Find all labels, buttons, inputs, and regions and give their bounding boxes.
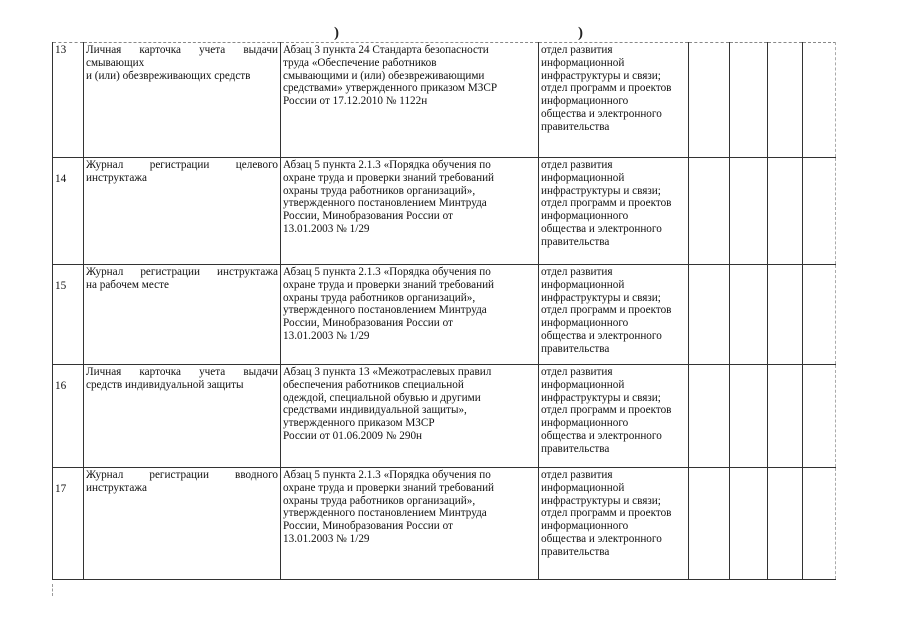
row-number: 15: [55, 280, 67, 292]
legal-basis-line: охраны труда работников организаций»,: [283, 291, 476, 304]
document-name-cell: [84, 265, 281, 365]
responsible-department-line: отдел развития: [541, 266, 613, 278]
responsible-department-cell: [539, 158, 689, 265]
empty-cell-1: [689, 43, 730, 158]
legal-basis-line: России, Минобразования России от: [283, 210, 453, 223]
document-name-cell: [84, 158, 281, 265]
table-row: [53, 43, 836, 158]
legal-basis-line: России от 01.06.2009 № 290н: [283, 429, 423, 442]
responsible-department-line: отдел программ и проектов: [541, 507, 672, 520]
table-row: [53, 265, 836, 365]
responsible-department-line: инфраструктуры и связи;: [541, 391, 661, 404]
empty-cell-3: [768, 265, 803, 365]
table-row: [53, 158, 836, 265]
empty-cell-4: [803, 43, 836, 158]
responsible-department-line: общества и электронного: [541, 329, 662, 342]
legal-basis-cell: [281, 265, 539, 365]
responsible-department-cell: [539, 43, 689, 158]
empty-cell-2: [730, 158, 768, 265]
responsible-department-line: отдел программ и проектов: [541, 404, 672, 417]
responsible-department-line: инфраструктуры и связи;: [541, 291, 661, 304]
responsible-department-line: информационной: [541, 56, 625, 69]
responsible-department-line: отдел программ и проектов: [541, 197, 672, 210]
responsible-department-line: информационной: [541, 481, 625, 494]
responsible-department-line: отдел развития: [541, 366, 613, 378]
empty-cell-2: [730, 365, 768, 468]
responsible-department-line: информационного: [541, 417, 629, 430]
responsible-department-line: правительства: [541, 442, 610, 455]
table-row: [53, 468, 836, 580]
row-number-cell: [53, 265, 84, 365]
row-number: 14: [55, 173, 67, 185]
document-name-line: средств индивидуальной защиты: [86, 378, 244, 391]
legal-basis-line: Абзац 3 пункта 24 Стандарта безопасности: [283, 44, 489, 56]
responsible-department-line: информационного: [541, 210, 629, 223]
legal-basis-line: России, Минобразования России от: [283, 520, 453, 533]
document-name-line: Журнал регистрации вводного: [86, 469, 278, 481]
row-number-cell: [53, 158, 84, 265]
legal-basis-cell: [281, 158, 539, 265]
legal-basis-line: утвержденного постановлением Минтруда: [283, 507, 487, 520]
responsible-department-line: отдел программ и проектов: [541, 82, 672, 95]
row-number-cell: [53, 365, 84, 468]
responsible-department-line: правительства: [541, 545, 610, 558]
legal-basis-line: утвержденного приказом МЗСР: [283, 417, 435, 430]
legal-basis-line: Абзац 3 пункта 13 «Межотраслевых правил: [283, 366, 492, 378]
row-number: 13: [55, 44, 67, 56]
legal-basis-cell: [281, 43, 539, 158]
row-number: 17: [55, 483, 67, 495]
legal-basis-line: одеждой, специальной обувью и другими: [283, 391, 481, 404]
legal-basis-line: средствами индивидуальной защиты»,: [283, 404, 467, 417]
responsible-department-line: инфраструктуры и связи;: [541, 494, 661, 507]
legal-basis-line: Абзац 5 пункта 2.1.3 «Порядка обучения по: [283, 266, 491, 278]
legal-basis-line: труда «Обеспечение работников: [283, 56, 437, 69]
responsible-department-line: общества и электронного: [541, 532, 662, 545]
legal-basis-line: Абзац 5 пункта 2.1.3 «Порядка обучения по: [283, 159, 491, 171]
document-name-line: Журнал регистрации инструктажа: [86, 266, 278, 278]
empty-cell-2: [730, 265, 768, 365]
empty-cell-1: [689, 468, 730, 580]
document-name-line: инструктажа: [86, 481, 147, 494]
legal-basis-line: охране труда и проверки знаний требований: [283, 171, 495, 184]
document-name-cell: [84, 365, 281, 468]
responsible-department-line: информационного: [541, 317, 629, 330]
responsible-department-line: общества и электронного: [541, 429, 662, 442]
legal-basis-line: России от 17.12.2010 № 1122н: [283, 95, 428, 108]
responsible-department-line: правительства: [541, 120, 610, 133]
document-name-line: Личная карточка учета выдачи: [86, 366, 278, 378]
responsible-department-line: правительства: [541, 342, 610, 355]
responsible-department-line: общества и электронного: [541, 222, 662, 235]
empty-cell-3: [768, 158, 803, 265]
document-name-line: Личная карточка учета выдачи: [86, 44, 278, 56]
empty-cell-4: [803, 265, 836, 365]
legal-basis-cell: [281, 365, 539, 468]
table-row: [53, 365, 836, 468]
row-number: 16: [55, 380, 67, 392]
empty-cell-1: [689, 365, 730, 468]
document-name-line: инструктажа: [86, 171, 147, 184]
responsible-department-line: отдел развития: [541, 44, 613, 56]
legal-basis-line: Абзац 5 пункта 2.1.3 «Порядка обучения по: [283, 469, 491, 481]
legal-basis-line: охране труда и проверки знаний требований: [283, 278, 495, 291]
empty-cell-4: [803, 468, 836, 580]
document-name-line: и (или) обезвреживающих средств: [86, 69, 251, 82]
legal-basis-line: 13.01.2003 № 1/29: [283, 222, 370, 235]
responsible-department-cell: [539, 468, 689, 580]
responsible-department-line: общества и электронного: [541, 107, 662, 120]
document-name-cell: [84, 43, 281, 158]
legal-basis-line: России, Минобразования России от: [283, 317, 453, 330]
document-name-line: на рабочем месте: [86, 278, 169, 291]
empty-cell-3: [768, 43, 803, 158]
empty-cell-2: [730, 468, 768, 580]
legal-basis-line: охране труда и проверки знаний требований: [283, 481, 495, 494]
responsible-department-line: информационного: [541, 95, 629, 108]
records-table: [52, 42, 836, 580]
empty-cell-2: [730, 43, 768, 158]
legal-basis-line: 13.01.2003 № 1/29: [283, 329, 370, 342]
responsible-department-cell: [539, 365, 689, 468]
empty-cell-3: [768, 365, 803, 468]
responsible-department-line: отдел развития: [541, 159, 613, 171]
empty-cell-4: [803, 365, 836, 468]
responsible-department-line: отдел программ и проектов: [541, 304, 672, 317]
legal-basis-line: смывающими и (или) обезвреживающими: [283, 69, 485, 82]
legal-basis-line: 13.01.2003 № 1/29: [283, 532, 370, 545]
responsible-department-line: информационной: [541, 378, 625, 391]
document-name-line: смывающих: [86, 56, 145, 69]
legal-basis-line: утвержденного постановлением Минтруда: [283, 304, 487, 317]
responsible-department-line: отдел развития: [541, 469, 613, 481]
empty-cell-1: [689, 265, 730, 365]
row-number-cell: [53, 43, 84, 158]
empty-cell-3: [768, 468, 803, 580]
empty-cell-4: [803, 158, 836, 265]
responsible-department-line: информационной: [541, 171, 625, 184]
legal-basis-line: охраны труда работников организаций»,: [283, 494, 476, 507]
legal-basis-line: охраны труда работников организаций»,: [283, 184, 476, 197]
legal-basis-line: средствами» утвержденного приказом МЗСР: [283, 82, 498, 95]
responsible-department-line: инфраструктуры и связи;: [541, 184, 661, 197]
responsible-department-line: информационного: [541, 520, 629, 533]
scan-mark-right: ): [578, 25, 583, 41]
document-name-line: Журнал регистрации целевого: [86, 159, 278, 171]
responsible-department-line: информационной: [541, 278, 625, 291]
legal-basis-line: обеспечения работников специальной: [283, 378, 464, 391]
document-name-cell: [84, 468, 281, 580]
legal-basis-cell: [281, 468, 539, 580]
responsible-department-cell: [539, 265, 689, 365]
table-edge-mark: [52, 584, 53, 596]
responsible-department-line: инфраструктуры и связи;: [541, 69, 661, 82]
row-number-cell: [53, 468, 84, 580]
responsible-department-line: правительства: [541, 235, 610, 248]
scan-mark-left: ): [334, 25, 339, 41]
legal-basis-line: утвержденного постановлением Минтруда: [283, 197, 487, 210]
empty-cell-1: [689, 158, 730, 265]
